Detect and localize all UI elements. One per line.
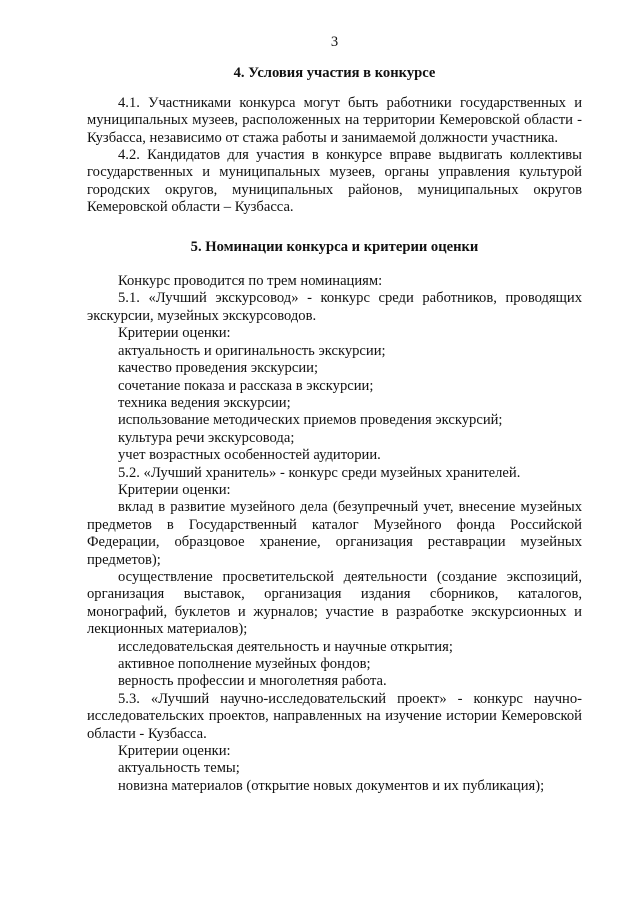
criterion-item: актуальность темы; xyxy=(118,760,240,777)
criterion-item: новизна материалов (открытие новых документов и их публикация); xyxy=(118,777,545,794)
section-5-heading: 5. Номинации конкурса и критерии оценки xyxy=(190,238,479,255)
criterion-item: техника ведения экскурсии; xyxy=(118,394,291,411)
criterion-item: использование методических приемов проведения экскурсий; xyxy=(118,412,503,429)
criterion-item: осуществление просветительской деятельности (создание экспозиций, организация выставок, организация издания сборников, каталогов, монографий, буклетов и журналов; участие в разработке экскурсионных и лекционных материалов); xyxy=(87,568,582,638)
criteria-label: Критерии оценки: xyxy=(118,325,231,342)
nominations-intro: Конкурс проводится по трем номинациям: xyxy=(118,273,383,290)
criterion-item: исследовательская деятельность и научные открытия; xyxy=(118,638,453,655)
paragraph-4-1: 4.1. Участниками конкурса могут быть работники государственных и муниципальных музеев, расположенных на территории Кемеровской области - Кузбасса, независимо от стажа работы и занимаемой должности участника. xyxy=(87,94,582,146)
criterion-item: сочетание показа и рассказа в экскурсии; xyxy=(118,377,374,394)
criterion-item: активное пополнение музейных фондов; xyxy=(118,656,371,672)
criterion-item: актуальность и оригинальность экскурсии; xyxy=(118,342,386,359)
criterion-item: учет возрастных особенностей аудитории. xyxy=(118,447,381,464)
criterion-item: вклад в развитие музейного дела (безупречный учет, внесение музейных предметов в Государственный каталог Музейного фонда Российской Федерации, образцовое хранение, организация реставрации музейных предметов); xyxy=(87,499,582,568)
criteria-label: Критерии оценки: xyxy=(118,481,231,498)
criterion-item: культура речи экскурсовода; xyxy=(118,429,295,446)
criterion-item: верность профессии и многолетняя работа. xyxy=(118,673,387,690)
paragraph-5-1: 5.1. «Лучший экскурсовод» - конкурс среди работников, проводящих экскурсии, музейных экскурсоводов. xyxy=(87,290,582,324)
paragraph-4-2: 4.2. Кандидатов для участия в конкурсе вправе выдвигать коллективы государственных и муниципальных музеев, органы управления культурой городских округов, муниципальных районов, муниципальных округов Кемеровской области – Кузбасса. xyxy=(87,147,582,216)
paragraph-5-2: 5.2. «Лучший хранитель» - конкурс среди музейных хранителей. xyxy=(118,464,521,481)
criterion-item: качество проведения экскурсии; xyxy=(118,360,319,377)
page-number: 3 xyxy=(330,34,339,50)
section-4-heading: 4. Условия участия в конкурсе xyxy=(233,65,436,82)
document-page xyxy=(87,34,582,795)
criteria-label: Критерии оценки: xyxy=(118,743,231,760)
paragraph-5-3: 5.3. «Лучший научно-исследовательский проект» - конкурс научно-исследовательских проектов, направленных на изучение истории Кемеровской области - Кузбасса. xyxy=(87,690,582,742)
